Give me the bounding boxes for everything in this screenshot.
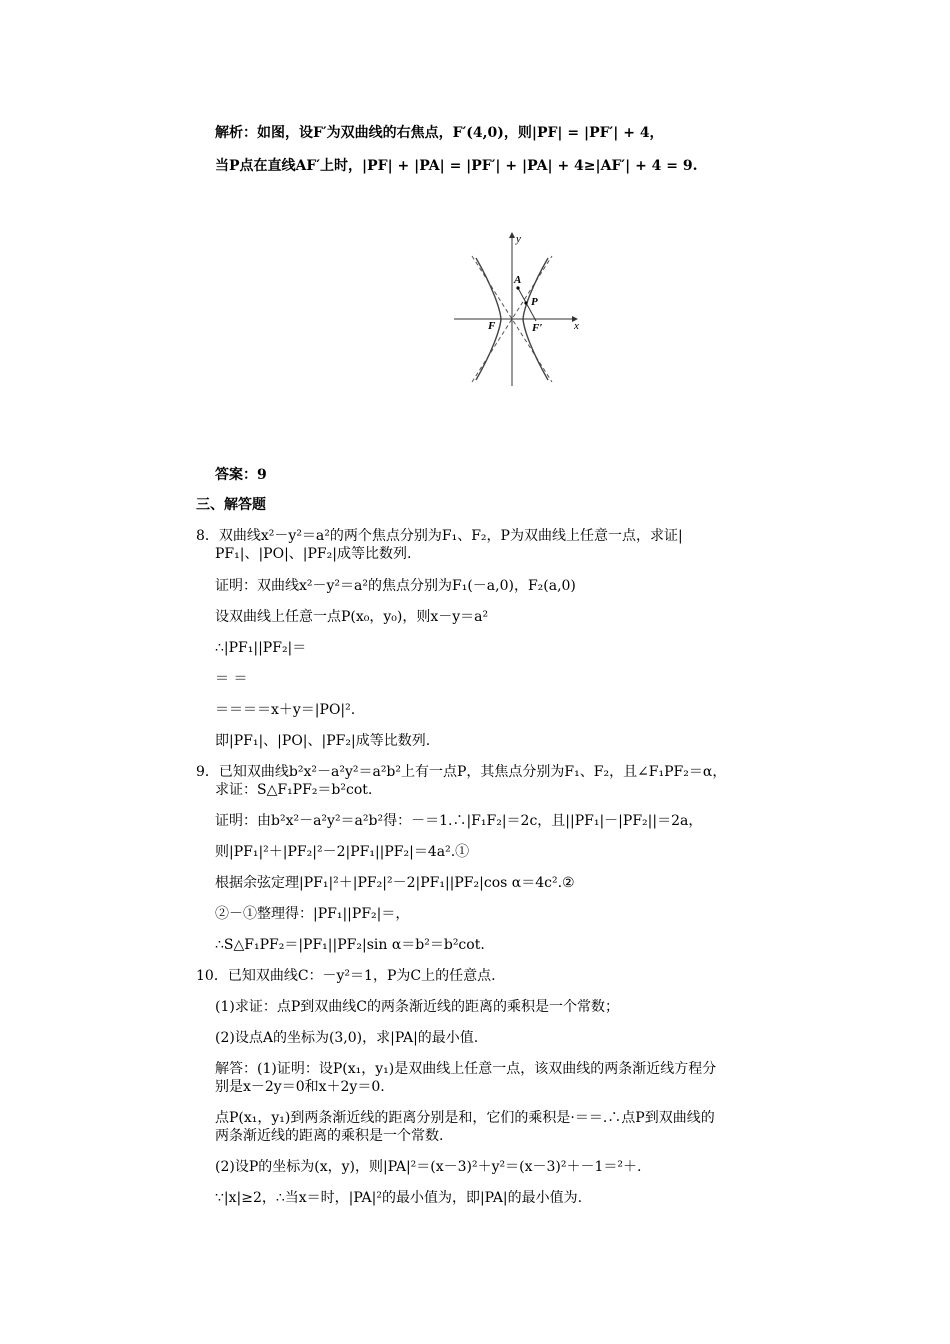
problem8-proof-6: 即|PF₁|、|PO|、|PF₂|成等比数列. <box>215 733 431 749</box>
point-p-dot <box>524 301 527 304</box>
problem10-answer-3: 点P(x₁，y₁)到两条渐近线的距离分别是和，它们的乘积是·＝＝.∴点P到双曲线的 <box>215 1110 715 1126</box>
problem8-proof-3: ∴|PF₁||PF₂|＝ <box>215 640 307 656</box>
problem9-proof-1: 证明：由b²x²－a²y²＝a²b²得：－＝1.∴|F₁F₂|＝2c，且||PF₁|－|PF₂||＝2a， <box>215 813 703 829</box>
problem8-proof-5: ＝＝＝＝x＋y＝|PO|². <box>215 702 356 718</box>
y-axis-arrow <box>509 232 515 238</box>
problem10-line-1: 10．已知双曲线C：－y²＝1，P为C上的任意点. <box>196 968 496 984</box>
label-f: F <box>488 320 496 332</box>
problem9-proof-5: ∴S△F₁PF₂＝|PF₁||PF₂|sin α＝b²＝b²cot. <box>215 937 485 953</box>
problem10-answer-4: 两条渐近线的距离的乘积是一个常数. <box>215 1128 444 1144</box>
solution-line-1: 解析：如图，设F′为双曲线的右焦点，F′(4,0)，则|PF| = |PF′| + 4， <box>215 125 664 141</box>
label-x: x <box>574 320 579 332</box>
point-a-dot <box>516 286 519 289</box>
problem9-proof-3: 根据余弦定理|PF₁|²＋|PF₂|²－2|PF₁||PF₂|cos α＝4c².② <box>215 875 575 891</box>
problem8-proof-4: ＝ ＝ <box>215 671 248 687</box>
problem10-question-2: (2)设点A的坐标为(3,0)，求|PA|的最小值. <box>215 1030 479 1046</box>
hyperbola-figure <box>452 228 588 388</box>
problem8-line-2: PF₁|、|PO|、|PF₂|成等比数列. <box>215 546 412 562</box>
problem8-proof-1: 证明：双曲线x²－y²＝a²的焦点分别为F₁(－a,0)，F₂(a,0) <box>215 578 576 594</box>
problem9-proof-4: ②－①整理得：|PF₁||PF₂|＝， <box>215 906 410 922</box>
answer: 答案：9 <box>215 467 267 483</box>
section-title: 三、解答题 <box>196 497 266 513</box>
label-f-prime: F′ <box>532 322 543 334</box>
problem10-answer-1: 解答：(1)证明：设P(x₁，y₁)是双曲线上任意一点，该双曲线的两条渐近线方程分 <box>215 1061 717 1077</box>
problem10-answer-5: (2)设P的坐标为(x，y)，则|PA|²＝(x－3)²＋y²＝(x－3)²＋－1＝²＋. <box>215 1159 642 1175</box>
problem8-proof-2: 设双曲线上任意一点P(x₀，y₀)，则x－y＝a² <box>215 609 489 625</box>
label-y: y <box>516 233 521 245</box>
solution-line-2: 当P点在直线AF′上时，|PF| + |PA| = |PF′| + |PA| + 4≥|AF′| + 4 = 9. <box>215 158 698 174</box>
problem10-answer-2: 别是x－2y＝0和x＋2y＝0. <box>215 1079 385 1095</box>
problem10-question-1: (1)求证：点P到双曲线C的两条渐近线的距离的乘积是一个常数； <box>215 999 619 1015</box>
label-a: A <box>514 274 522 286</box>
problem9-line-1: 9．已知双曲线b²x²－a²y²＝a²b²上有一点P，其焦点分别为F₁、F₂，且∠F₁PF₂＝α， <box>196 764 727 780</box>
problem10-answer-6: ∵|x|≥2，∴当x＝时，|PA|²的最小值为，即|PA|的最小值为. <box>215 1190 583 1206</box>
label-p: P <box>531 296 538 308</box>
problem9-line-2: 求证：S△F₁PF₂＝b²cot. <box>215 782 373 798</box>
problem9-proof-2: 则|PF₁|²＋|PF₂|²－2|PF₁||PF₂|＝4a².① <box>215 844 470 860</box>
problem8-line-1: 8．双曲线x²－y²＝a²的两个焦点分别为F₁、F₂，P为双曲线上任意一点，求证| <box>196 528 683 544</box>
